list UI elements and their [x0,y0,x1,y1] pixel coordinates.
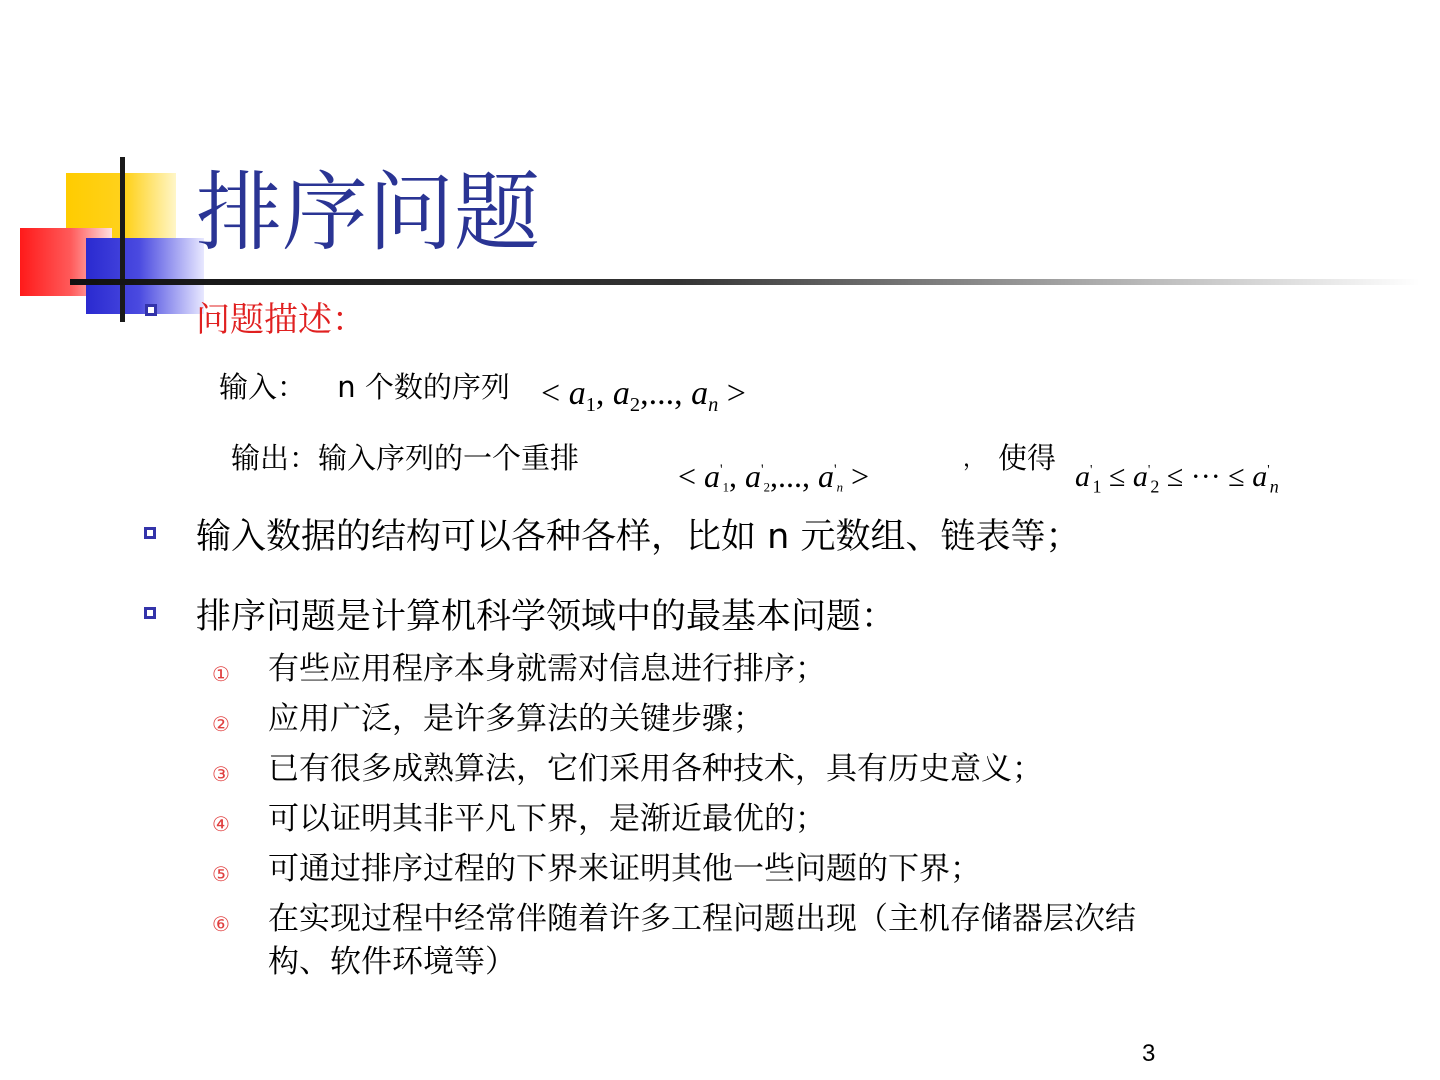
sub-item-text: 有些应用程序本身就需对信息进行排序； [268,651,826,687]
output-condition-math: $a'_1 \le a'_2$ ≤ ··· ≤ $a'_n$ [1075,460,1279,497]
output-such-that: 使得 [998,441,1057,475]
bullet-square-icon [144,527,156,539]
title-underline [70,279,1420,285]
sub-item-number: ① [212,662,230,686]
sub-item-number: ⑥ [212,912,230,936]
logo-vertical-line [120,157,125,322]
section-heading: 问题描述： [196,300,366,340]
bullet-data-structures: 输入数据的结构可以各种各样，比如 n 元数组、链表等； [196,517,1081,557]
sub-item-text: 已有很多成熟算法，它们采用各种技术，具有历史意义； [268,751,1043,787]
bullet-square-icon [144,607,156,619]
slide-title: 排序问题 [196,163,540,263]
sub-item-text: 应用广泛，是许多算法的关键步骤； [268,701,764,737]
input-n: n [337,370,356,404]
sub-item-text-continued: 构、软件环境等） [268,944,516,980]
sub-item-number: ② [212,712,230,736]
sub-item-number: ④ [212,812,230,836]
sub-item-number: ③ [212,762,230,786]
sub-item-number: ⑤ [212,862,230,886]
input-label: 输入： [219,370,307,404]
sub-item-text: 可以证明其非平凡下界，是渐近最优的； [268,801,826,837]
logo-square-blue [86,238,204,314]
bullet-square-icon [145,304,157,316]
input-line [219,370,510,405]
input-text: 个数的序列 [364,370,510,404]
bullet-fundamental-problem: 排序问题是计算机科学领域中的最基本问题： [196,597,897,637]
output-label: 输出：输入序列的一个重排 [231,441,580,475]
sub-item-text: 在实现过程中经常伴随着许多工程问题出现（主机存储器层次结 [268,901,1136,937]
output-comma: ， [963,447,986,472]
output-sequence-math: < $a'_1$, $a'_2$,..., $a'_n$ > [678,458,870,495]
sub-item-text: 可通过排序过程的下界来证明其他一些问题的下界； [268,851,981,887]
input-sequence-math: < $a_1$, $a_2$,..., $a_n$ > [541,375,746,417]
page-number: 3 [1142,1040,1156,1067]
